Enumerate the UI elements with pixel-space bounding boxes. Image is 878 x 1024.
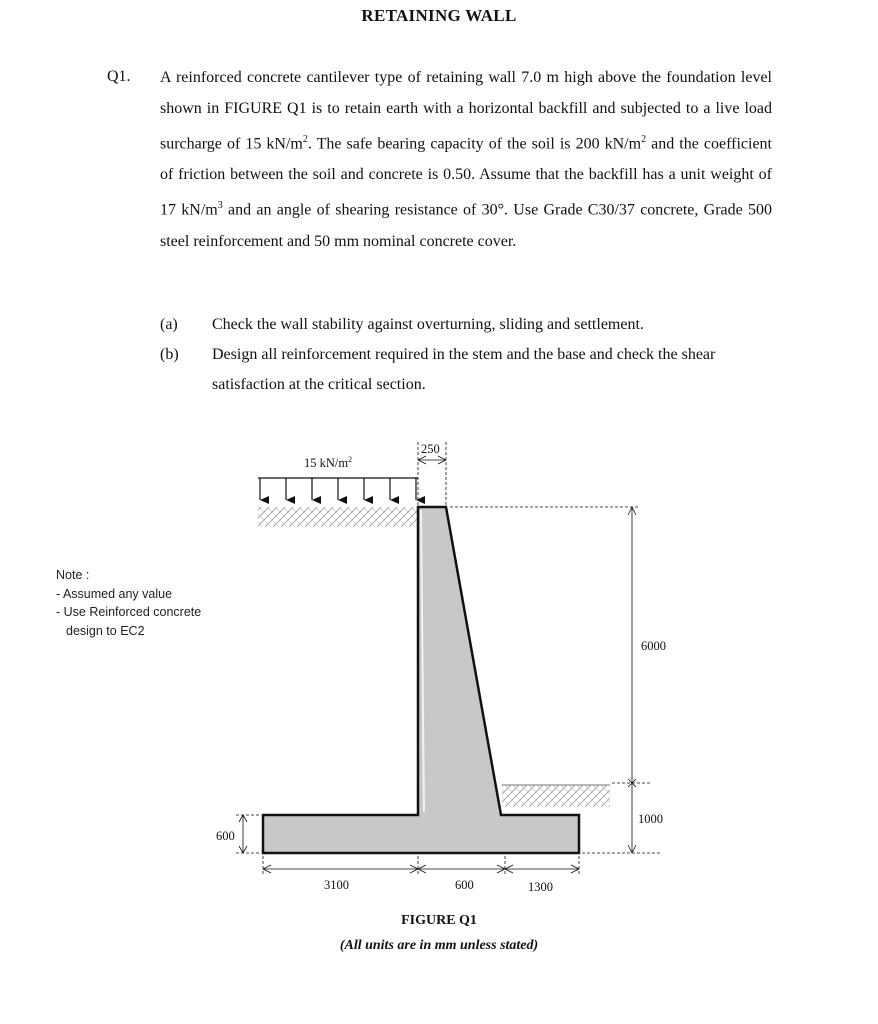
dim-base-thickness-label: 600: [216, 829, 235, 843]
toe-soil-hatch: [502, 785, 610, 807]
note-line: - Assumed any value: [56, 586, 173, 601]
dim-bottom: [263, 856, 579, 876]
note-line: - Use Reinforced concrete: [56, 605, 202, 619]
sub-item-text-a: Check the wall stability against overturning, sliding and settlement.: [212, 316, 644, 333]
figure-caption: FIGURE Q1: [401, 913, 477, 928]
dim-stem-height-label: 6000: [641, 639, 666, 653]
question-number: Q1.: [107, 68, 131, 85]
note-line: design to EC2: [66, 623, 145, 638]
question-text-part: . The safe bearing capacity of the soil is 200 kN/m: [307, 135, 642, 153]
superscript: 2: [302, 134, 308, 145]
backfill-hatch: [258, 507, 418, 527]
sub-item-text-b: Design all reinforcement required in the stem and the base and check the shear satisfaction at the critical section.: [212, 346, 716, 393]
dim-toe-label: 1300: [528, 880, 553, 894]
dim-heel-label: 3100: [324, 878, 349, 892]
surcharge-text: 15 kN/m: [304, 456, 349, 470]
surcharge-label: [304, 455, 352, 470]
dim-top-label: 250: [421, 442, 440, 456]
note-heading: Note :: [56, 568, 90, 582]
superscript: 2: [641, 134, 647, 145]
question-text-part: and the coefficient of friction between the soil and concrete is 0.50. Assume that the backfill has a unit weight of 17 kN/m: [160, 135, 772, 219]
page-title: RETAINING WALL: [361, 6, 517, 25]
dim-stem-base-label: 600: [455, 878, 474, 892]
sub-item-letter-a: (a): [160, 316, 178, 333]
sub-item-letter-b: (b): [160, 346, 179, 363]
superscript: 3: [217, 200, 223, 212]
surcharge-arrows: [258, 478, 418, 500]
dim-base-height-label: 1000: [638, 812, 663, 826]
dim-base-thickness: [236, 815, 260, 853]
question-text-part: A reinforced concrete cantilever type of retaining wall 7.0 m high above the foundation level shown in FIGURE Q1 is to retain earth with a horizontal backfill and subjected to a live load surcharge of 15 kN/m: [160, 69, 772, 153]
question-text-part: and an angle of shearing resistance of 30°. Use Grade C30/37 concrete, Grade 500 steel reinforcement and 50 mm nominal concrete cover.: [160, 201, 772, 250]
figure-caption-sub: (All units are in mm unless stated): [339, 938, 539, 953]
surcharge-sup: 2: [348, 455, 353, 464]
